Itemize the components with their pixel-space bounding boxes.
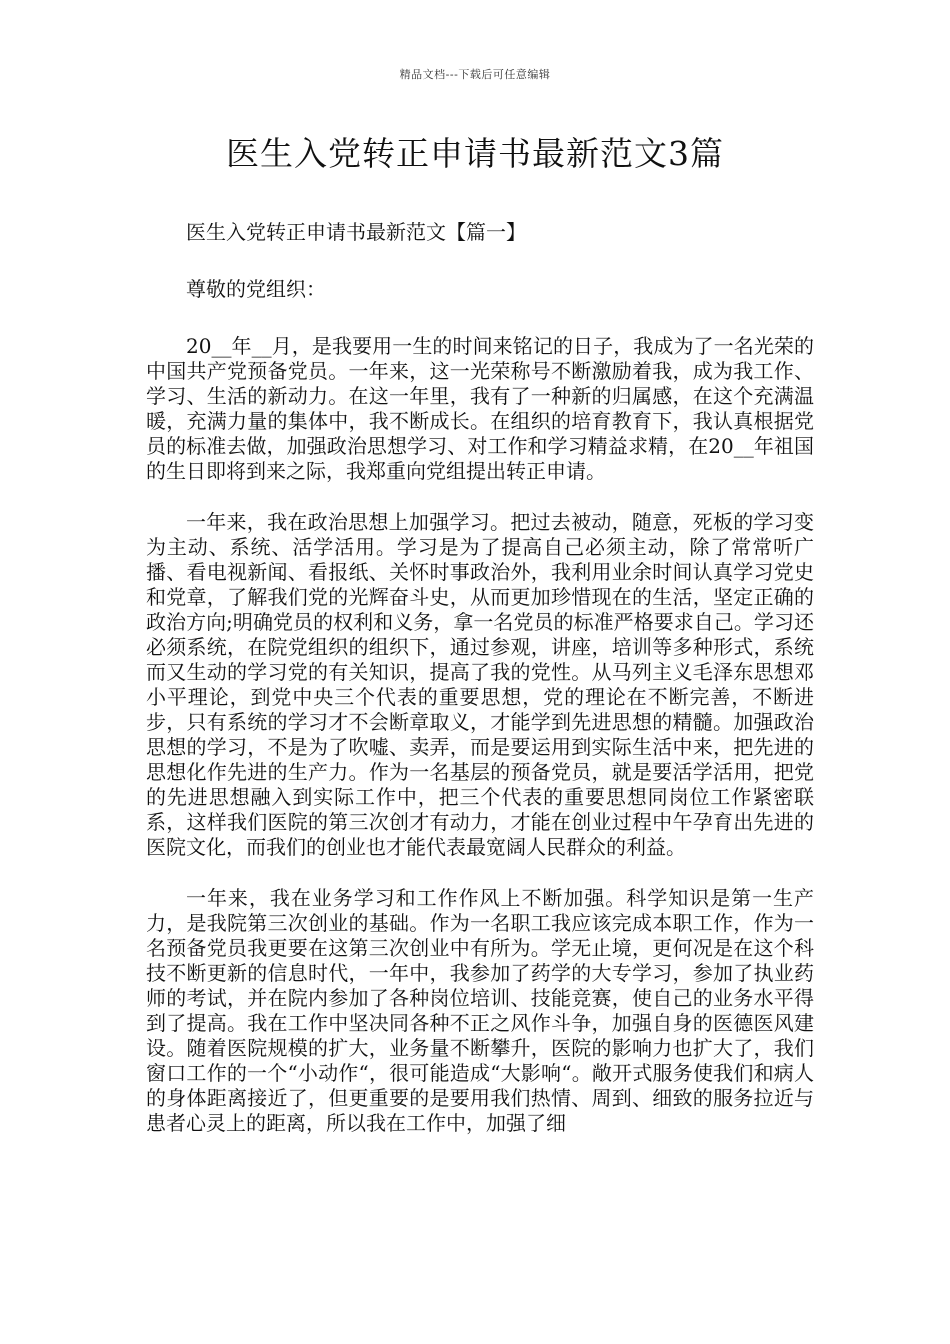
document-title: 医生入党转正申请书最新范文3篇 <box>226 134 724 173</box>
salutation: 尊敬的党组织： <box>186 277 326 301</box>
body-paragraph: 20__年__月，是我要用一生的时间来铭记的日子，我成为了一名光荣的中国共产党预备党员。一年来，这一光荣称号不断激励着我，成为我工作、学习、生活的新动力。在这一年里，我有了一种新的归属感，在这个充满温暖，充满力量的集体中，我不断成长。在组织的培育教育下，我认真根据党员的标准去做，加强政治思想学习、对工作和学习精益求精，在20__年祖国的生日即将到来之际，我郑重向党组提出转正申请。 <box>146 334 814 483</box>
body-paragraph: 一年来，我在政治思想上加强学习。把过去被动，随意，死板的学习变为主动、系统、活学活用。学习是为了提高自己必须主动，除了常常听广播、看电视新闻、看报纸、关怀时事政治外，我利用业余时间认真学习党史和党章，了解我们党的光辉奋斗史，从而更加珍惜现在的生活，坚定正确的政治方向;明确党员的权利和义务，拿一名党员的标准严格要求自己。学习还必须系统，在院党组织的组织下，通过参观，讲座，培训等多种形式，系统而又生动的学习党的有关知识，提高了我的党性。从马列主义毛泽东思想邓小平理论，到党中央三个代表的重要思想，党的理论在不断完善，不断进步，只有系统的学习才不会断章取义，才能学到先进思想的精髓。加强政治思想的学习，不是为了吹嘘、卖弄，而是要运用到实际生活中来，把先进的思想化作先进的生产力。作为一名基层的预备党员，就是要活学活用，把党的先进思想融入到实际工作中，把三个代表的重要思想同岗位工作紧密联系，这样我们医院的第三次创才有动力，才能在创业过程中午孕育出先进的医院文化，而我们的创业也才能代表最宽阔人民群众的利益。 <box>146 510 814 859</box>
section-heading: 医生入党转正申请书最新范文【篇一】 <box>186 220 526 244</box>
header-note: 精品文档---下载后可任意编辑 <box>399 68 551 81</box>
document-body <box>146 220 814 1162</box>
body-paragraph: 一年来，我在业务学习和工作作风上不断加强。科学知识是第一生产力，是我院第三次创业的基础。作为一名职工我应该完成本职工作，作为一名预备党员我更要在这第三次创业中有所为。学无止境，更何况是在这个科技不断更新的信息时代，一年中，我参加了药学的大专学习，参加了执业药师的考试，并在院内参加了各种岗位培训、技能竞赛，使自己的业务水平得到了提高。我在工作中坚决同各种不正之风作斗争，加强自身的医德医风建设。随着医院规模的扩大，业务量不断攀升，医院的影响力也扩大了，我们窗口工作的一个“小动作“，很可能造成“大影响“。敞开式服务使我们和病人的身体距离接近了，但更重要的是要用我们热情、周到、细致的服务拉近与患者心灵上的距离，所以我在工作中，加强了细 <box>146 886 814 1135</box>
